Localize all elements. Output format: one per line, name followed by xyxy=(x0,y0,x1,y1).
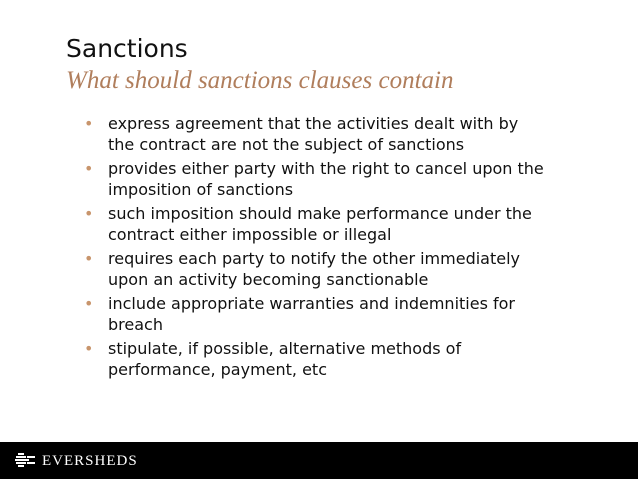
bullet-text: provides either party with the right to cancel upon the imposition of sanctions xyxy=(108,159,544,199)
eversheds-logo xyxy=(15,452,138,470)
bullet-item xyxy=(84,114,544,155)
bullet-dot: • xyxy=(84,204,94,223)
bullet-text: such imposition should make performance under the contract either impossible or illegal xyxy=(108,204,532,244)
bullet-dot: • xyxy=(84,249,94,268)
bullet-item xyxy=(84,294,544,335)
bullet-text: include appropriate warranties and indemnities for breach xyxy=(108,294,515,334)
bullet-dot: • xyxy=(84,339,94,358)
bullet-item xyxy=(84,249,544,290)
bullet-dot: • xyxy=(84,159,94,178)
slide-title: Sanctions xyxy=(66,34,188,63)
bullet-list xyxy=(84,114,544,384)
slide-subtitle: What should sanctions clauses contain xyxy=(66,67,454,94)
bullet-dot: • xyxy=(84,114,94,133)
bullet-item xyxy=(84,204,544,245)
bullet-item xyxy=(84,159,544,200)
logo-text: EVERSHEDS xyxy=(42,453,138,469)
bullet-item xyxy=(84,339,544,380)
bullet-text: express agreement that the activities dealt with by the contract are not the subject of sanctions xyxy=(108,114,519,154)
bullet-text: stipulate, if possible, alternative methods of performance, payment, etc xyxy=(108,339,462,379)
eversheds-logo-icon xyxy=(15,452,37,470)
bullet-text: requires each party to notify the other immediately upon an activity becoming sanctionable xyxy=(108,249,520,289)
footer-bar xyxy=(0,442,638,479)
bullet-dot: • xyxy=(84,294,94,313)
